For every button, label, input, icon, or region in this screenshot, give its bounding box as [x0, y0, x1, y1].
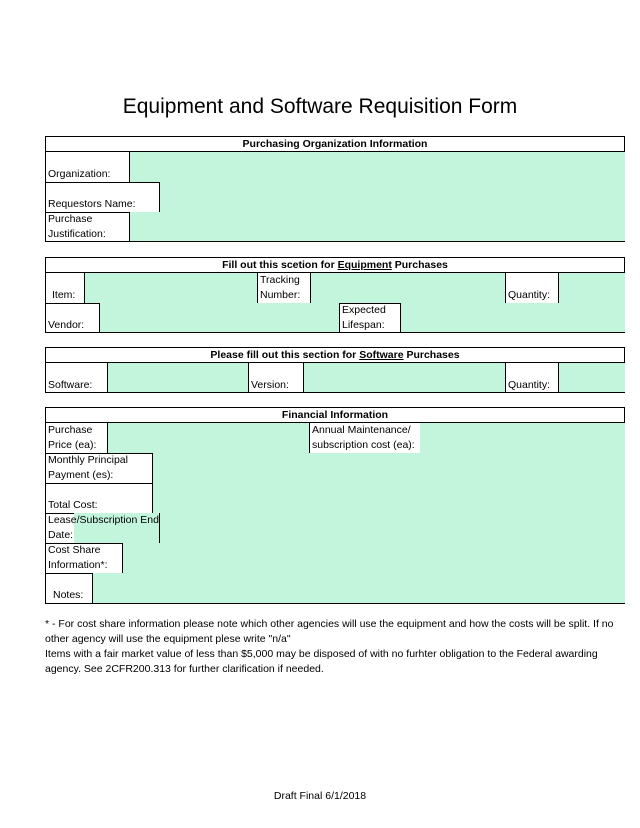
vendor-label: Vendor: [48, 319, 85, 331]
requestors-name-label: Requestors Name: [48, 198, 136, 210]
purchasing-header: Purchasing Organization Information [46, 137, 624, 152]
annual-maintenance-label: Annual Maintenance/ subscription cost (ea): [312, 424, 415, 451]
purchase-justification-label: Purchase Justification: [48, 213, 106, 240]
tracking-number-label: Tracking Number: [260, 274, 301, 301]
purchase-justification-input[interactable] [129, 212, 625, 241]
purchase-price-label: Purchase Price (ea): [48, 424, 97, 451]
notes-label: Notes: [53, 589, 84, 601]
equipment-quantity-input[interactable] [558, 273, 625, 303]
software-header: Please fill out this section for Software Purchases [46, 348, 624, 363]
cost-share-label: Cost Share Information*: [48, 544, 108, 571]
software-input[interactable] [107, 363, 249, 392]
lease-end-date-label: Lease/Subscription End Date: [48, 514, 159, 541]
software-section [45, 347, 625, 393]
item-input[interactable] [84, 273, 258, 303]
footnotes [45, 617, 625, 677]
purchasing-section [45, 136, 625, 242]
version-input[interactable] [303, 363, 506, 392]
requestors-name-input[interactable] [159, 182, 625, 212]
organization-input[interactable] [129, 152, 625, 182]
disposal-footnote: Items with a fair market value of less than $5,000 may be disposed of with no furhter obligation to the Federal awarding agency. See 2CFR200.313 for further clarification if needed. [45, 648, 598, 675]
software-label: Software: [48, 379, 93, 391]
monthly-payment-label: Monthly Principal Payment (es): [48, 454, 128, 481]
monthly-payment-input[interactable] [152, 453, 625, 483]
software-emphasis: Software [359, 349, 404, 361]
lease-end-date-input[interactable] [159, 513, 625, 543]
vendor-input[interactable] [99, 303, 340, 332]
total-cost-input[interactable] [152, 483, 625, 513]
financial-section [45, 407, 625, 604]
equipment-section [45, 257, 625, 333]
cost-share-footnote: * - For cost share information please note which other agencies will use the equipment and how the costs will be split. If no other agency will use the equipment plese write "n/a" [45, 618, 614, 645]
purchase-price-input[interactable] [107, 423, 310, 453]
equipment-quantity-label: Quantity: [508, 289, 551, 301]
software-quantity-label: Quantity: [508, 379, 551, 391]
page-footer: Draft Final 6/1/2018 [273, 790, 367, 802]
item-label: Item: [52, 289, 76, 301]
expected-lifespan-input[interactable] [400, 303, 625, 332]
equipment-header: Fill out this scetion for Equipment Purchases [46, 258, 624, 273]
expected-lifespan-label: Expected Lifespan: [342, 304, 386, 331]
equipment-emphasis: Equipment [337, 259, 392, 271]
form-title: Equipment and Software Requisition Form [122, 95, 518, 118]
notes-input[interactable] [92, 573, 625, 603]
cost-share-input[interactable] [122, 543, 625, 573]
version-label: Version: [251, 379, 289, 391]
organization-label: Organization: [48, 168, 111, 180]
tracking-number-input[interactable] [310, 273, 506, 303]
software-quantity-input[interactable] [558, 363, 625, 392]
annual-maintenance-input[interactable] [420, 423, 625, 453]
financial-header: Financial Information [46, 408, 624, 423]
total-cost-label: Total Cost: [48, 499, 98, 511]
